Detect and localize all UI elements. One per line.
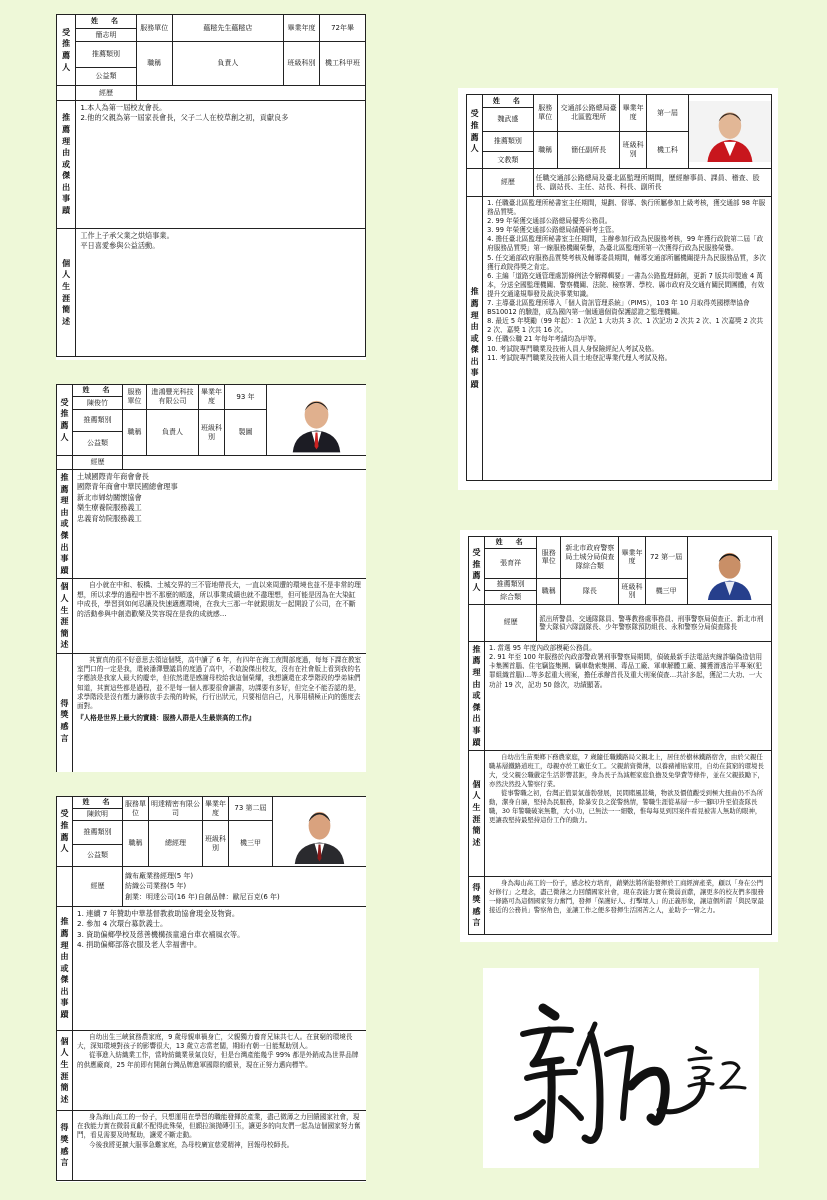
grad-value: 72 第一屆 [645,537,687,579]
life-text: 自幼出生苗栗鄉下務農家庭，7 歲隨任職鐵路局父親北上，居住於樹林鐵路宿舍，由於父親任職基層鐵路道班工，母親亦於工廠任女工。父親薪資微薄，以養豬補貼家用，自幼在貧窮的環境長大，受父親公職嚴定生活影響甚鉅，身為長子為減輕家庭負擔及免學費等條件，並在父親鼓勵下，亦然決然投入警察行業。 從事警職之初，台灣正值景氣蓬勃發展，民間賭風甚熾，物欲及價值觀受到極大扭曲仍不為所動，潔身自廉，堅持為民服務，除暴安良之從警熱情，警職生涯從基層一步一腳印升至偵查隊長職，30 年警職破案無數，大小功，已無法一一細數，惟每每見到因案件看見被害人無助的眼神，更讓我堅持最堅持這份工作的動力。 [485,751,772,877]
nominee-card-1 [56,14,366,360]
title-label: 職稱 [533,132,557,169]
nominee-card-3 [56,384,366,772]
category-label: 推薦類別 [73,410,123,432]
experience-value [136,86,365,101]
name-value: 簡志明 [76,29,136,42]
title-value: 簡任副所長 [557,132,620,169]
experience-label: 經歷 [73,456,123,470]
unit-label: 服務單位 [123,797,149,821]
reasons-text: 土城國際青年商會會長 國際青年商會中華民國總會理事 新北市婦幼關懷協會 樂生療養院服務義工 忠義育幼院服務義工 [73,470,367,579]
reasons-label: 推 薦 理 由 或 傑 出 事 蹟 [467,197,483,481]
recommend-label: 受 推 薦 人 [469,537,485,605]
name-value: 陳欽明 [73,809,123,821]
portrait-photo-icon [273,799,366,864]
recommend-label: 受 推 薦 人 [57,385,73,456]
name-label: 姓 名 [73,797,123,809]
nominee-card-4 [460,530,778,942]
grad-value: 73 第二屆 [229,797,273,821]
nominee-photo [689,95,772,169]
category-value: 文教類 [483,152,533,169]
grad-value: 72年畢 [320,15,366,42]
category-value: 公益類 [76,68,136,86]
dept-value: 機工科甲班 [320,42,366,86]
unit-label: 服務單位 [136,15,172,42]
unit-value: 明達精密有限公司 [149,797,203,821]
category-label: 推薦類別 [485,578,537,590]
portrait-photo-icon [689,101,771,162]
recommend-label: 受 推 薦 人 [57,797,73,867]
unit-value: 新北市政府警察局土城分局偵查隊綜合類 [561,537,619,579]
life-text: 自幼出生三峽貧務農家庭，9 歲母親車禍身亡，父親獨力養育兄妹共七人。在貧窮的環境長大，深知環境對孩子的影響很大，13 歲立志當老闆，期盼有朝一日能幫助別人。 從事進入紡織業工作，當時紡織業景氣良好，但是台灣產能幾乎 99% 都是外銷成為世界品牌的供應廠商，25 年前即有開創台灣品牌進軍國際的願景，現在正努力邁向標竿。 [73,1031,367,1111]
grad-value: 93 年 [225,385,267,410]
unit-label: 服務單位 [533,95,557,132]
reasons-text: 1. 任職臺北區監理所秘書室主任期間，規劃、督導、執行所屬參加上級考核，獲交通部 98 年服務品質獎。 2. 99 年榮獲交通部公路總局優秀公務員。 3. 99 年榮獲交通部公路總局績優研考主管。 4. 擔任臺北區監理所秘書室主任期間，主辦參加行政為民服務考核，99 年獲行政院第二屆「政府服務品質獎」第一線服務機關榮譽，為臺北區監理所第一次獲得行政為民服務榮譽。 5. 任交通部政府服務品質獎考核及輔導委員期間，輔導交通部所屬機關提升為民服務品質，多次獲行政院得獎之肯定。 6. 主編「道路交通管理處罰條例法令解釋輯要」一書為公路監理師創，更新 7 版共印製逾 4 萬本，分送全國監理機關、警察機關、法院、檢察署、學校、縣市政府及交通有關民間團體，有效提升交通違規舉發及裁決事業知識。 7. 主導臺北區監理所導入「個人資訊管理系統」（PIMS），103 年 10 月取得英國標準協會 BS10012 的驗證，成為國內第一個通過個資保護認證之監理機關。 8. 最近 5 年獎勵（99 年起）：1 次記 1 大功共 3 次、1 次記功 2 次共 2 次、1 次嘉獎 2 次共 2 次、嘉獎 1 次共 16 次。 9. 任職公職 21 年每年考績均為甲等。 10. 考試院專門職業及技術人員人身保險經紀人考試及格。 11. 考試院專門職業及技術人員土地登記專業代理人考試及格。 [483,197,772,481]
title-label: 職稱 [537,578,561,604]
reasons-label: 推 薦 理 由 或 傑 出 事 蹟 [57,907,73,1031]
award-label: 得 獎 感 言 [57,653,73,772]
dept-label: 班級科別 [199,410,225,456]
award-text: 身為海山高工的一份子，只想運用在學習的職能發揮於產業，盡己微薄之力回饋國家社會，現在我能力實在微弱貢獻不配得此殊榮，但願拉演拋磚引玉，讓更多的向友們一起為這個國家努力奮鬥，看見需要及時幫助，讓愛不斷走動。 今後我將更擴大服事急難家庭，為母校廣宣慈愛精神，回報母校師長。 [73,1111,367,1181]
reasons-label: 推 薦 理 由 或 傑 出 事 蹟 [57,101,76,229]
nominee-photo [267,385,367,456]
portrait-photo-icon [688,541,771,601]
name-label: 姓 名 [483,95,533,108]
title-value: 負責人 [172,42,283,86]
experience-label: 經歷 [483,169,533,197]
unit-value: 蘊糍先生蘊糍店 [172,15,283,42]
recommend-label: 受 推 薦 人 [467,95,483,169]
title-value: 負責人 [147,410,199,456]
life-text: 自小就在中和、板橋、土城交界的三不管地帶長大，一直以來周遭的環境也並不是非常的理想，所以求學的過程中皆不那麼的順遂，所以事業成績也就不盡理想，但可能是因為在大染缸中成長，學習到如何忍讓及快速適應環境，在我大三那一年就跟朋友一起開設了公司，在不斷的活動參與中創造歡樂及笑容現在是我的成就感… [73,579,367,654]
reasons-text: 1.本人為第一屆校友會長。 2.他的父親為第一屆家長會長，父子二人在校草創之初，貢獻良多 [76,101,366,229]
nominee-photo [273,797,367,867]
experience-label: 經歷 [73,867,123,907]
life-text: 工作上子承父業之烘焙事業。 平日喜愛參與公益活動。 [76,229,366,357]
category-value: 公益類 [73,845,123,867]
dept-value: 製圖 [225,410,267,456]
dept-value: 機三甲 [229,821,273,867]
experience-label: 經歷 [76,86,136,101]
grad-label: 畢業年度 [283,15,319,42]
grad-label: 畢業年度 [619,537,645,579]
reasons-text: 1. 連續 7 年贊助中華基督教救助協會現金及物資。 2. 參加 4 次環台募款義士。 3. 資助偏鄉學校及慈善機構孩童遠台車衣補風衣等。 4. 捐助偏鄉部落衣服及老人幸福書中。 [73,907,367,1031]
experience-label: 經歷 [485,604,537,641]
grad-value: 第一屆 [646,95,688,132]
unit-label: 服務單位 [123,385,147,410]
grad-label: 畢業年度 [199,385,225,410]
award-label: 得 獎 感 言 [469,877,485,935]
life-label: 個 人 生 涯 簡 述 [57,579,73,654]
experience-value: 織布廠業務經理(5 年) 紡織公司業務(5 年) 創業：明達公司(16 年)自創品牌：歐尼百克(6 年) [123,867,367,907]
portrait-photo-icon [267,387,366,452]
nominee-photo [687,537,771,605]
name-label: 姓 名 [76,15,136,29]
name-value: 魏武盛 [483,108,533,132]
life-label: 個 人 生 涯 簡 述 [57,229,76,357]
nominee-card-5 [56,796,366,1182]
title-label: 職稱 [123,821,149,867]
category-label: 推薦類別 [483,132,533,152]
calligraphy-signature [483,968,759,1168]
dept-label: 班級科別 [620,132,646,169]
dept-label: 班級科別 [619,578,645,604]
name-value: 張育祥 [485,548,537,578]
reasons-label: 推 薦 理 由 或 傑 出 事 蹟 [57,470,73,579]
title-label: 職稱 [123,410,147,456]
grad-label: 畢業年度 [620,95,646,132]
title-value: 隊長 [561,578,619,604]
award-text: 身為海山高工的一份子，感念校方培育，藉樂法將所能發揮於工商經濟產業，顧以「身在公門好修行」之理念，盡己微薄之力回饋國家社會，現在我能力實在微弱貢獻，讓更多的校友們多服務一條路可為這個國家努力奮鬥，發揮「保護好人、打擊壞人」的正義形象，讓這個所謂「與民眾最接近的公務員」警察角色，並讓工作之便多發揮生活困苦之人，並助予一臂之力。 [485,877,772,935]
category-label: 推薦類別 [73,821,123,845]
dept-label: 班級科別 [283,42,319,86]
unit-label: 服務單位 [537,537,561,579]
experience-value: 派出所警員、交通隊隊員、警專教務處事務員、刑事警察局偵查正、新北市刑警大隊偵六隊副隊長、少年警察隊預防組長、永和警察分局偵查隊長 [537,604,772,641]
category-label: 推薦類別 [76,42,136,68]
recommend-label: 受 推 薦 人 [57,15,76,86]
reasons-label: 推 薦 理 由 或 傑 出 事 蹟 [469,641,485,750]
dept-value: 機三甲 [645,578,687,604]
life-label: 個 人 生 涯 簡 述 [57,1031,73,1111]
calligraphy-icon [483,968,759,1168]
nominee-card-2 [458,88,778,490]
award-label: 得 獎 感 言 [57,1111,73,1181]
category-value: 公益類 [73,432,123,456]
name-label: 姓 名 [73,385,123,397]
title-value: 總經理 [149,821,203,867]
name-value: 陳俊竹 [73,397,123,410]
experience-value: 任職交通部公路總局及臺北區監理所期間，歷經辦事員、課員、稽查、股長、副站長、主任、站長、科長、副所長 [533,169,771,197]
category-value: 綜合類 [485,590,537,604]
unit-value: 交通部公路總局臺北區監理所 [557,95,620,132]
award-text: 其實真的很不好意思去領這個獎，高中讀了 6 年，有四年在海工夜間部度過，每每下課在教室室門口的一定是我，還被潘澤豐議員的度過了高中，不敢說傑出校友，沒有在社會版上看到我的名字應該是我家人最大的慶幸，但依然還是感謝母校給我這個榮耀，我想讓還在求學階段的學弟妹們知道，其實這些都是過程，並不是每一個人都要很會讀書，功課要有多好，但完全不能否認的是，求學階段是沒有壓力讓你放手去飛的時候，行行出狀元，只要相信自己，凡事用積極正向的態度去面對。 『人格是世界上最大的實踐：服務人群是人生最崇高的工作』 [73,653,367,772]
dept-value: 機工科 [646,132,688,169]
dept-label: 班級科別 [203,821,229,867]
reasons-text: 1. 當選 95 年度內政部模範公務員。 2. 91 年至 100 年服務於內政部警政署刑事警察局期間，偵破最新手法電話夾線詐騙偽造信用卡集團首腦、住宅竊盜集團、竊車勒索集團、毒品工廠、軍車解體工廠、擄獲潛逃治平專案(犯罪組織首腦)…等多起重大刑案，擔任承辦首長及重大刑案偵查…共計多起，獲記二大功、一大功計 19 次，記功 50 餘次，功績顯著。 [485,641,772,750]
grad-label: 畢業年度 [203,797,229,821]
life-label: 個 人 生 涯 簡 述 [469,751,485,877]
title-label: 職稱 [136,42,172,86]
unit-value: 進鴻豐光科技有限公司 [147,385,199,410]
name-label: 姓 名 [485,537,537,549]
